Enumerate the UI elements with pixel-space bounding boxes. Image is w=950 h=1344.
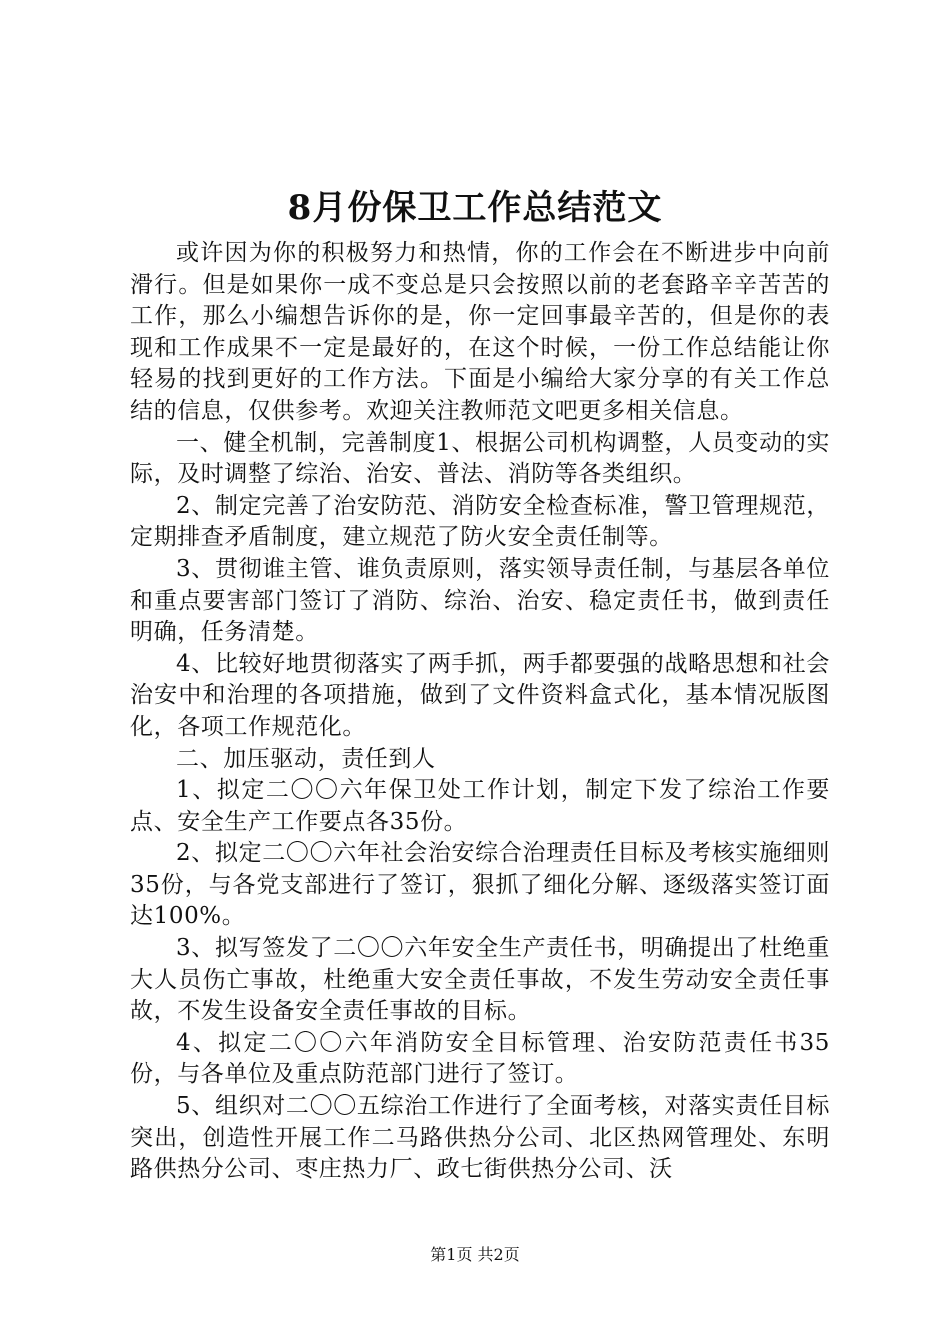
paragraph: 一、健全机制，完善制度1、根据公司机构调整，人员变动的实际，及时调整了综治、治安、普法、消防等各类组织。 xyxy=(130,429,830,488)
paragraph: 二、加压驱动，责任到人 xyxy=(176,745,436,772)
document-title: 8月份保卫工作总结范文 xyxy=(287,188,663,228)
page-footer: 第1页 共2页 xyxy=(430,1245,520,1264)
paragraph: 5、组织对二〇〇五综治工作进行了全面考核，对落实责任目标突出，创造性开展工作二马路供热分公司、北区热网管理处、东明路供热分公司、枣庄热力厂、政七街供热分公司、沃 xyxy=(130,1093,830,1183)
paragraph: 3、贯彻谁主管、谁负责原则，落实领导责任制，与基层各单位和重点要害部门签订了消防、综治、治安、稳定责任书，做到责任明确，任务清楚。 xyxy=(130,555,830,646)
paragraph: 4、拟定二〇〇六年消防安全目标管理、治安防范责任书35份，与各单位及重点防范部门进行了签订。 xyxy=(130,1029,830,1088)
paragraph: 1、拟定二〇〇六年保卫处工作计划，制定下发了综治工作要点、安全生产工作要点各35份。 xyxy=(130,777,830,835)
paragraph: 3、拟写签发了二〇〇六年安全生产责任书，明确提出了杜绝重大人员伤亡事故，杜绝重大安全责任事故，不发生劳动安全责任事故，不发生设备安全责任事故的目标。 xyxy=(130,935,830,1025)
paragraph: 2、制定完善了治安防范、消防安全检查标准，警卫管理规范，定期排查矛盾制度，建立规范了防火安全责任制等。 xyxy=(130,492,830,551)
paragraph: 4、比较好地贯彻落实了两手抓，两手都要强的战略思想和社会治安中和治理的各项措施，做到了文件资料盒式化，基本情况版图化，各项工作规范化。 xyxy=(130,650,830,740)
paragraph: 2、拟定二〇〇六年社会治安综合治理责任目标及考核实施细则35份，与各党支部进行了签订，狠抓了细化分解、逐级落实签订面达100%。 xyxy=(130,840,830,930)
paragraph: 或许因为你的积极努力和热情，你的工作会在不断进步中向前滑行。但是如果你一成不变总是只会按照以前的老套路辛辛苦苦的工作，那么小编想告诉你的是，你一定回事最辛苦的，但是你的表现和工作成果不一定是最好的，在这个时候，一份工作总结能让你轻易的找到更好的工作方法。下面是小编给大家分享的有关工作总结的信息，仅供参考。欢迎关注教师范文吧更多相关信息。 xyxy=(130,240,830,424)
document-body xyxy=(130,238,830,1186)
